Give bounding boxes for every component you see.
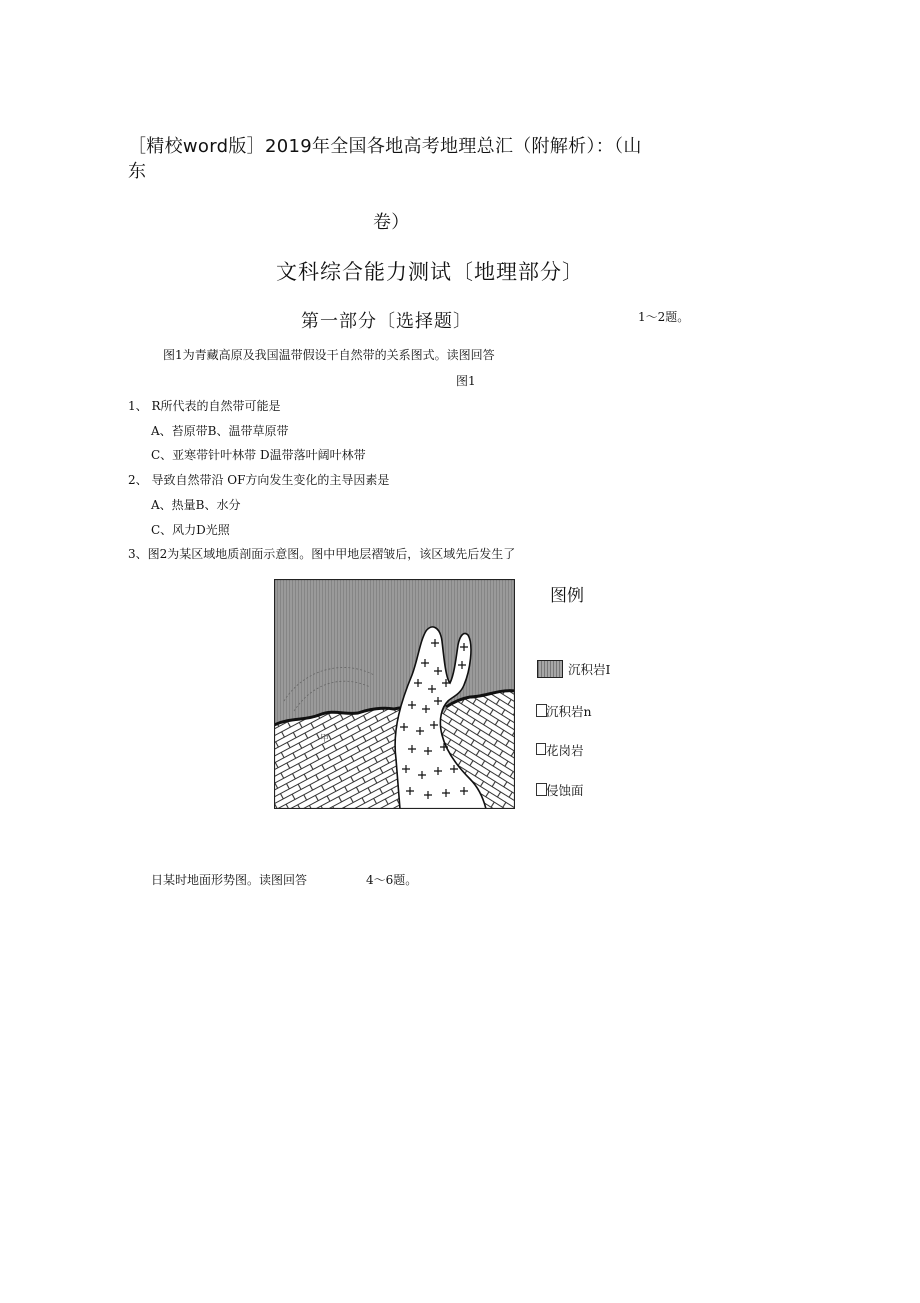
question-2-option-ab: A、热量B、水分 bbox=[151, 498, 241, 512]
legend-label-sedimentary-2: 沉积岩n bbox=[546, 704, 592, 719]
question-range-2: 4～6题。 bbox=[366, 873, 418, 887]
legend-label-granite: 花岗岩 bbox=[546, 743, 584, 758]
document-title-line1: ［精校word版］2019年全国各地高考地理总汇（附解析）：（山 bbox=[128, 136, 642, 157]
legend-title: 图例 bbox=[550, 586, 584, 606]
figure1-label: 图1 bbox=[456, 374, 476, 388]
question-range-1: 1～2题。 bbox=[638, 310, 690, 324]
legend-label-sedimentary-1: 沉积岩I bbox=[568, 662, 611, 677]
legend-swatch-sedimentary-1 bbox=[537, 660, 563, 678]
question-2-option-cd: C、风力D光照 bbox=[151, 523, 230, 537]
footer-text: 日某时地面形势图。读图回答 bbox=[151, 873, 308, 887]
section-heading: 第一部分〔选择题〕 bbox=[301, 311, 472, 332]
question-1-stem: 1、 R所代表的自然带可能是 bbox=[128, 399, 281, 413]
intro-text: 图1为青藏高原及我国温带假设干自然带的关系图式。读图回答 bbox=[163, 348, 495, 362]
question-2-stem: 2、 导致自然带沿 OF方向发生变化的主导因素是 bbox=[128, 473, 390, 487]
subject-heading: 文科综合能力测试〔地理部分〕 bbox=[276, 260, 584, 284]
document-title-line2: 东 bbox=[128, 161, 147, 182]
legend-label-erosion-surface: 侵蚀面 bbox=[546, 783, 584, 798]
geologic-section-figure bbox=[274, 579, 515, 809]
legend-swatch-granite bbox=[536, 743, 546, 755]
question-1-option-cd: C、亚寒带针叶林带 D温带落叶阔叶林带 bbox=[151, 448, 366, 462]
document-title-line3: 卷） bbox=[373, 212, 410, 233]
stratum-marker-label: 甲 bbox=[320, 734, 330, 744]
question-3-stem: 3、图2为某区域地质剖面示意图。图中甲地层褶皱后，该区域先后发生了 bbox=[128, 547, 516, 561]
question-1-option-ab: A、苔原带B、温带草原带 bbox=[151, 424, 289, 438]
